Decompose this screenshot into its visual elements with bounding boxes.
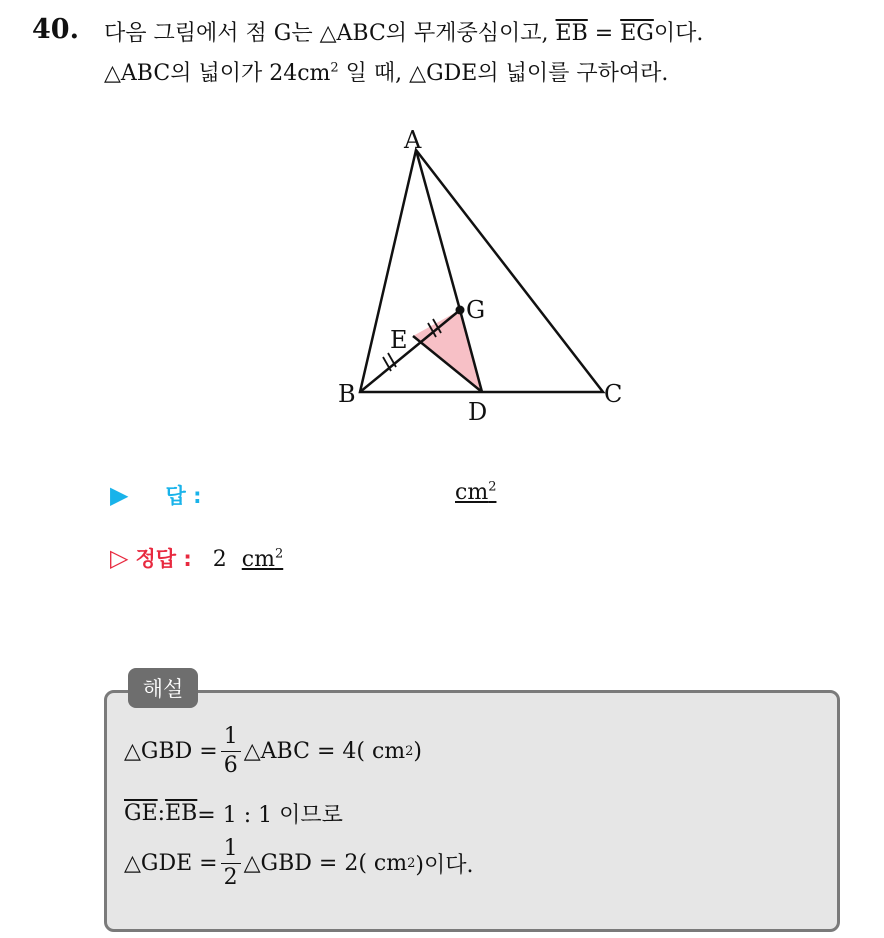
label-g: G	[466, 296, 486, 324]
question-text-2a: △ABC의 넓이가 24cm	[104, 61, 331, 86]
fraction-one-half: $\frac{1}{2}$	[221, 838, 241, 889]
correct-answer-row	[110, 543, 283, 573]
question-line-2	[104, 56, 668, 87]
exp3-left: △GDE =	[124, 851, 218, 876]
exp3-right: △GBD = 2( cm	[243, 851, 408, 876]
answer-label: 답 :	[165, 484, 202, 508]
answer-row	[110, 480, 201, 510]
segment-eb-2: $\overline{EB}$	[165, 801, 198, 826]
segment-eg: $\overline{EG}$	[620, 21, 654, 46]
question-number: 40.	[32, 14, 79, 45]
correct-unit: $cm^2$	[241, 546, 284, 572]
triangle-abc	[360, 150, 603, 392]
answer-blank[interactable]	[455, 480, 496, 505]
play-filled-icon: ▶	[110, 481, 129, 509]
correct-value: 2	[212, 547, 227, 572]
explanation-line-2	[124, 798, 343, 829]
exp1-left: △GBD =	[124, 739, 218, 764]
play-outline-icon: ▷	[110, 544, 129, 572]
exp2-colon: :	[157, 801, 166, 826]
label-d: D	[468, 398, 488, 426]
question-line-1	[104, 16, 703, 47]
exp1-end: )	[413, 739, 422, 764]
exp3-end: )이다.	[415, 853, 474, 878]
label-c: C	[604, 380, 623, 408]
correct-label: 정답 :	[135, 547, 192, 571]
question-text-2b: 일 때, △GDE의 넓이를 구하여라.	[338, 61, 669, 86]
explanation-line-3	[124, 838, 473, 889]
exp3-sup: 2	[407, 856, 416, 871]
label-a: A	[404, 126, 422, 154]
explanation-line-1	[124, 726, 422, 777]
label-e: E	[390, 326, 408, 354]
triangle-figure	[320, 110, 640, 435]
equals-sign: =	[587, 21, 621, 46]
fraction-one-sixth: $\frac{1}{6}$	[221, 726, 241, 777]
segment-ge: $\overline{GE}$	[124, 801, 158, 826]
exp2-rest: = 1 : 1 이므로	[197, 803, 343, 828]
explanation-tag: 해설	[128, 668, 198, 708]
question-text-1-end: 이다.	[653, 21, 704, 46]
question-exponent: 2	[330, 60, 339, 76]
segment-ag	[416, 150, 460, 310]
question-text-1: 다음 그림에서 점 G는 △ABC의 무게중심이고,	[104, 21, 556, 46]
answer-unit: $cm^2$	[455, 480, 497, 506]
exp1-sup: 2	[405, 744, 414, 759]
point-g	[456, 306, 465, 315]
exp1-right: △ABC = 4( cm	[243, 739, 406, 764]
label-b: B	[338, 380, 356, 408]
segment-eb: $\overline{EB}$	[555, 21, 588, 46]
